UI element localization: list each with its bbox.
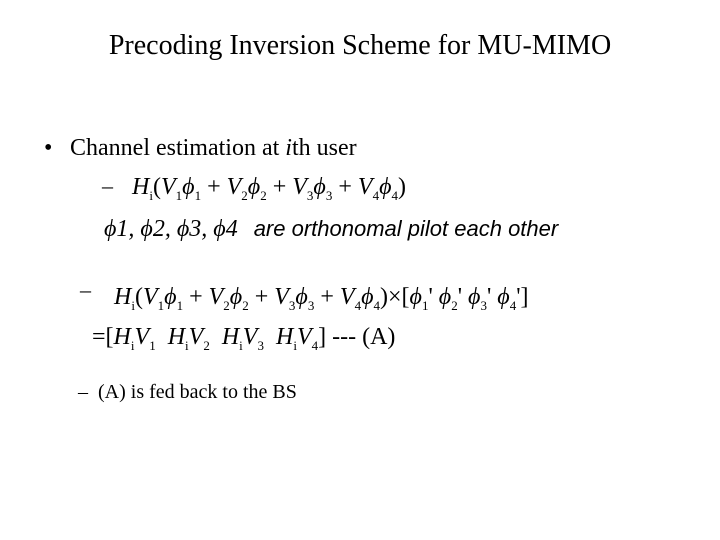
eq-plus: + <box>183 284 209 310</box>
eq-sub: 4 <box>391 188 398 203</box>
eq-h: H <box>167 324 186 350</box>
eq-sub: 4 <box>372 188 380 203</box>
eq-v: V <box>339 284 355 310</box>
eq-sub: 2 <box>242 298 249 313</box>
eq-sub: 1 <box>175 188 183 203</box>
eq-sub-i: i <box>185 338 189 353</box>
eq-sub: 3 <box>257 338 264 353</box>
eq-sub: 2 <box>223 298 230 313</box>
eq-v: V <box>292 174 307 200</box>
pilot-phrase: are orthonomal pilot each other <box>253 216 559 241</box>
dash-1: – <box>102 173 113 198</box>
eq-phi: ϕ <box>361 284 374 310</box>
bullet-text-italic: i <box>285 135 292 161</box>
eq-plus: + <box>314 284 340 310</box>
eq-phi: ϕ <box>295 284 308 310</box>
pilot-note <box>104 214 558 244</box>
eq-phi: ϕ <box>229 284 243 310</box>
eq-v: V <box>142 284 158 310</box>
eq-phi: ϕ <box>409 284 422 310</box>
eq-sub: 3 <box>480 298 487 313</box>
eq-v: V <box>274 284 289 310</box>
pilot-list: ϕ1, ϕ2, ϕ3, ϕ4 <box>104 216 238 242</box>
equation-3 <box>92 322 395 352</box>
eq-rbracket: ] <box>520 284 529 310</box>
bullet-channel-estimation <box>44 132 357 164</box>
eq-close: ) <box>397 174 406 200</box>
eq-lbracket: [ <box>401 284 410 310</box>
bullet-text-before: Channel estimation at <box>70 135 286 161</box>
eq-sub: 1 <box>176 298 184 313</box>
eq-open: ( <box>152 174 161 200</box>
equation-1 <box>132 172 406 202</box>
eq-prime: ' <box>457 284 463 310</box>
eq-phi: ϕ <box>247 174 261 200</box>
eq-sub-i: i <box>239 338 243 353</box>
eq-phi: ϕ <box>379 174 392 200</box>
eq-sub-i: i <box>131 298 135 313</box>
eq-phi: ϕ <box>497 284 510 310</box>
eq-phi: ϕ <box>313 174 326 200</box>
equation-2 <box>114 282 529 312</box>
eq-phi: ϕ <box>468 284 481 310</box>
eq-prime: ' <box>428 284 433 310</box>
eq-sub: 4 <box>509 298 517 313</box>
eq-phi: ϕ <box>438 284 452 310</box>
eq-label-a: --- (A) <box>332 324 396 350</box>
eq-sub: 1 <box>421 298 429 313</box>
eq-plus: + <box>248 284 275 310</box>
eq-sub-i: i <box>293 338 297 353</box>
eq-h: H <box>113 324 131 350</box>
eq-v: V <box>296 324 312 350</box>
eq-phi: ϕ <box>182 174 195 200</box>
sub-item-text: (A) is fed back to the BS <box>98 381 297 403</box>
slide-title: Precoding Inversion Scheme for MU-MIMO <box>108 30 612 61</box>
sub-item-feedback <box>78 378 297 406</box>
eq-close: ) <box>379 284 388 310</box>
eq-sub: 2 <box>241 188 248 203</box>
eq-sub: 4 <box>373 298 380 313</box>
eq-prime: ' <box>486 284 492 310</box>
eq-sub: 2 <box>260 188 267 203</box>
eq-sub: 3 <box>325 188 333 203</box>
bullet-text-after: th user <box>291 135 357 161</box>
eq-v: V <box>160 174 176 200</box>
eq-sub-i: i <box>149 188 153 203</box>
bullet-symbol: • <box>44 135 53 161</box>
eq-h: H <box>114 284 132 310</box>
eq-prime: ' <box>516 284 521 310</box>
eq-phi: ϕ <box>164 284 177 310</box>
eq-sub: 4 <box>354 298 362 313</box>
eq-sub: 1 <box>149 338 156 353</box>
eq-sub: 4 <box>311 338 319 353</box>
eq-sub: 1 <box>194 188 202 203</box>
eq-sub: 3 <box>306 188 314 203</box>
eq-sub: 2 <box>203 338 210 353</box>
eq-sub: 2 <box>451 298 458 313</box>
eq-plus: + <box>201 174 227 200</box>
eq-sub: 3 <box>307 298 315 313</box>
eq-rbracket: ] <box>318 324 327 350</box>
eq-h: H <box>132 174 150 200</box>
dash-2: – <box>80 277 91 302</box>
eq-lbracket: [ <box>105 324 114 350</box>
eq-equals: = <box>92 324 106 350</box>
eq-v: V <box>226 174 242 200</box>
eq-times: × <box>387 284 402 310</box>
eq-v: V <box>357 174 373 200</box>
eq-plus: + <box>266 174 293 200</box>
eq-sub-i: i <box>130 338 135 353</box>
eq-sub: 3 <box>288 298 296 313</box>
eq-open: ( <box>134 284 143 310</box>
eq-v: V <box>242 324 258 350</box>
sub-item-dash: – <box>78 381 88 403</box>
eq-v: V <box>208 284 224 310</box>
eq-v: V <box>188 324 204 350</box>
eq-v: V <box>134 324 150 350</box>
eq-sub: 1 <box>157 298 165 313</box>
eq-h: H <box>275 324 294 350</box>
eq-h: H <box>221 324 240 350</box>
eq-plus: + <box>332 174 358 200</box>
